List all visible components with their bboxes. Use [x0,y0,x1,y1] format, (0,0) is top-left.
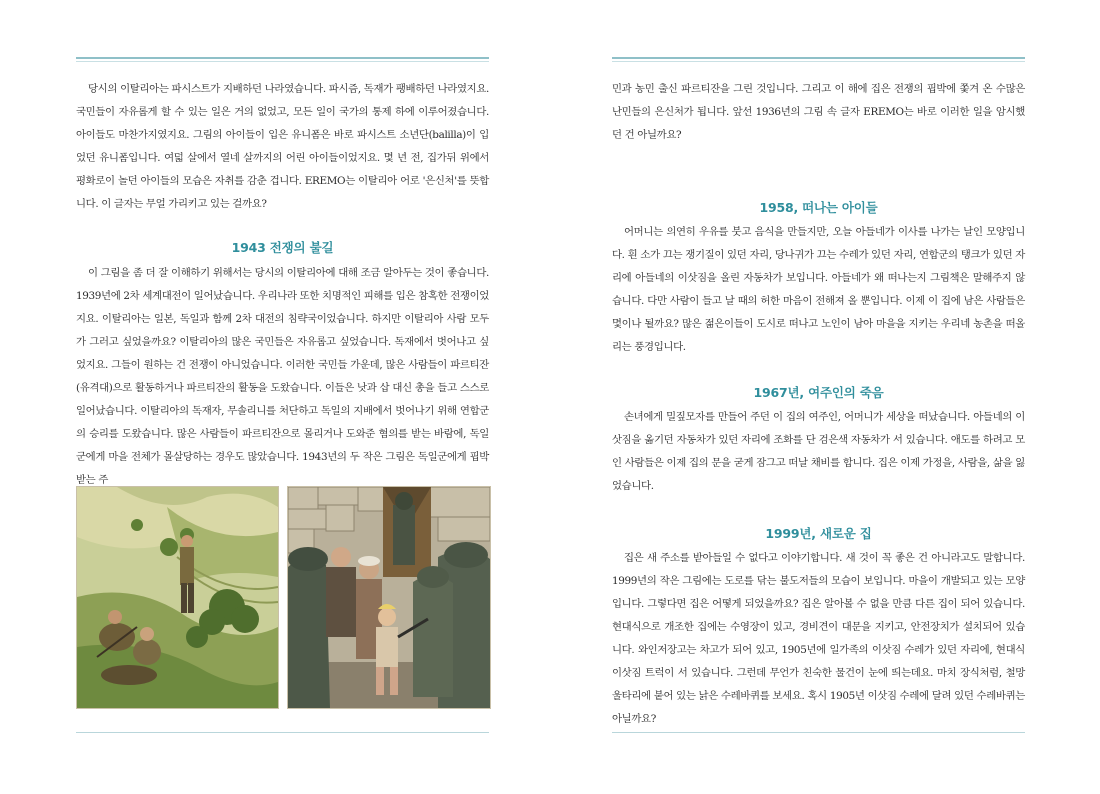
intro-paragraph: 당시의 이탈리아는 파시스트가 지배하던 나라였습니다. 파시즘, 독재가 팽배하던 나라였지요. 국민들이 자유롭게 할 수 있는 일은 거의 없었고, 모든 일이 국가의 통제 하에 이루어졌습니다. 아이들도 마찬가지였지요. 그림의 아이들이 입은 유니폼은 바로 파시스트 소년단(balilla)이 입었던 유니폼입니다. 여덟 살에서 열네 살까지의 어린 아이들이었지요. 몇 년 전, 집가뒤 위에서 평화로이 놀던 아이들의 모습은 자취를 감춘 겁니다. EREMO는 이탈리아 어로 '은신처'를 뜻합니다. 이 글자는 무얼 가리키고 있는 걸까요? [76,83,489,210]
section-1943-paragraph: 이 그림을 좀 더 잘 이해하기 위해서는 당시의 이탈리아에 대해 조금 알아두는 것이 좋습니다. 1939년에 2차 세계대전이 일어났습니다. 우리나라 또한 치명적인 피해를 입은 참혹한 전쟁이었지요. 이탈리아는 일본, 독일과 함께 2차 대전의 침략국이었습니다. 하지만 이탈리아 사람 모두가 그러고 싶었을까요? 이탈리아의 많은 국민들은 자유롭고 싶었습니다. 독재에서 벗어나고 싶었지요. 그들이 원하는 건 전쟁이 아니었습니다. 이러한 국민들 가운데, 많은 사람들이 파르티잔(유격대)으로 활동하거나 파르티잔의 활동을 도왔습니다. 이들은 낫과 삽 대신 총을 들고 스스로 일어났습니다. 이탈리아의 독재자, 무솔리니를 처단하고 독일의 지배에서 벗어나기 위해 연합군의 승리를 도왔습니다. 많은 사람들이 파르티잔으로 몰리거나 도와준 혐의를 받는 바람에, 독일군에게 마을 전체가 몰살당하는 경우도 많았습니다. 1943년의 두 작은 그림은 독일군에게 핍박받는 주 [76,267,489,486]
section-1943-text [76,262,489,492]
section-1958-text [612,221,1025,359]
intro-paragraph-block [76,78,489,216]
right-page [550,0,1100,794]
section-heading-1943: 1943 전쟁의 불길 [231,240,334,255]
soldiers-and-villagers-illustration [287,486,491,709]
section-1958-paragraph: 어머니는 의연히 우유를 붓고 음식을 만들지만, 오늘 아들네가 이사를 나가는 날인 모양입니다. 흰 소가 끄는 쟁기질이 있던 자리, 당나귀가 끄는 수레가 있던 자리, 연합군의 탱크가 있던 자리에 아들네의 이삿짐을 올린 자동차가 보입니다. 아들네가 왜 떠나는지 그림책은 말해주지 않습니다. 다만 사람이 들고 날 때의 허한 마음이 전해져 올 뿐입니다. 이제 이 집에 남은 사람들은 몇이나 될까요? 많은 젊은이들이 도시로 떠나고 노인이 남아 마을을 지키는 우리네 농촌을 떠올리는 풍경입니다. [612,226,1025,353]
section-1999-paragraph: 집은 새 주소를 받아들일 수 없다고 이야기합니다. 새 것이 꼭 좋은 건 아니라고도 말합니다. 1999년의 작은 그림에는 도로를 닦는 불도저들의 모습이 보입니다. 마을이 개발되고 있는 모양입니다. 그렇다면 집은 어떻게 되었을까요? 집은 알아볼 수 없을 만큼 다른 집이 되어 있습니다. 현대식으로 개조한 집에는 수영장이 있고, 경비견이 대문을 지키고, 안전장치가 설치되어 있습니다. 와인저장고는 차고가 되어 있고, 1905년에 일가족의 이삿짐 수레가 있던 자리에, 현대식 이삿짐 트럭이 서 있습니다. 그런데 무언가 친숙한 물건이 눈에 띄는데요. 마치 장식처럼, 철망 울타리에 붙어 있는 낡은 수레바퀴를 보세요. 혹시 1905년 이삿짐 수레에 달려 있던 수레바퀴는 아닐까요? [612,552,1025,725]
section-1967-text [612,406,1025,498]
section-heading-1967: 1967년, 여주인의 죽음 [753,385,884,400]
continuation-paragraph: 민과 농민 출신 파르티잔을 그린 것입니다. 그리고 이 해에 집은 전쟁의 핍박에 쫓겨 온 수많은 난민들의 은신처가 됩니다. 앞선 1936년의 그림 속 글자 EREMO는 바로 이러한 일을 암시했던 건 아닐까요? [612,83,1025,141]
section-heading-1958: 1958, 떠나는 아이들 [759,200,878,215]
top-rule [612,57,1025,59]
bottom-rule [76,732,489,733]
bottom-rule [612,732,1025,733]
section-1967-paragraph: 손녀에게 밀짚모자를 만들어 주던 이 집의 여주인, 어머니가 세상을 떠났습니다. 아들네의 이삿짐을 옮기던 자동차가 있던 자리에 조화를 단 검은색 자동차가 서 있습니다. 애도를 하려고 모인 사람들은 이제 집의 문을 굳게 잠그고 떠날 채비를 합니다. 집은 이제 가정을, 사람을, 삶을 잃었습니다. [612,411,1025,492]
continuation-block [612,78,1025,147]
partisans-on-hillside-illustration [76,486,279,709]
top-rule [76,57,489,59]
section-heading-1999: 1999년, 새로운 집 [765,526,872,541]
section-1999-text [612,547,1025,731]
